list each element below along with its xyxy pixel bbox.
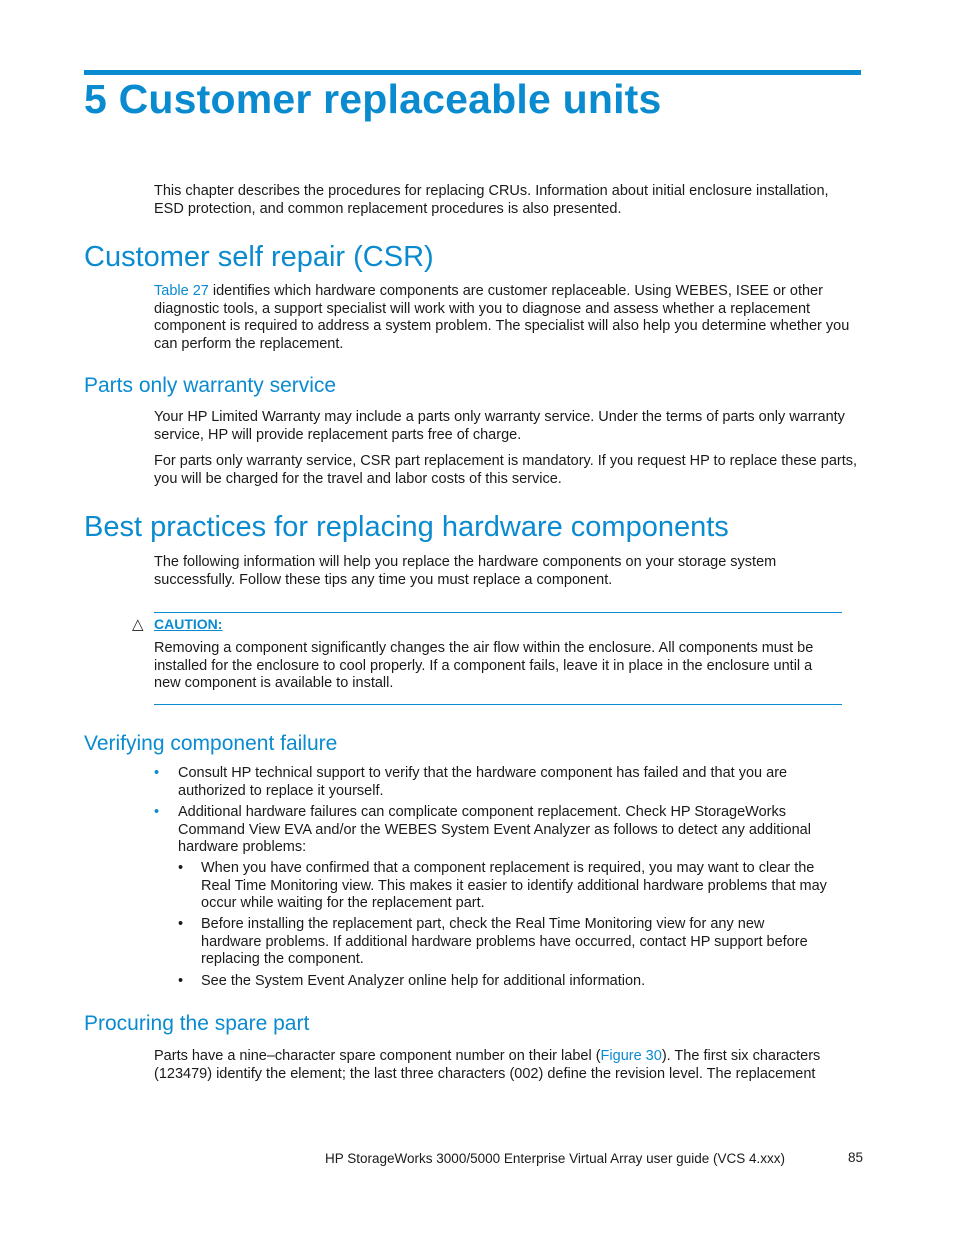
sub-list-item-text: When you have confirmed that a component replacement is required, you may want to clear the Real Time Monitoring view. This makes it easier to identify additional hardware problems that may occur while waiting for the replacement part. [201, 860, 827, 911]
chapter-title: 5 Customer replaceable units [84, 76, 662, 122]
csr-paragraph [154, 283, 859, 353]
sub-list-item-text: Before installing the replacement part, check the Real Time Monitoring view for any new hardware problems. If additional hardware problems have occurred, contact HP support before replacing the component. [201, 916, 808, 967]
caution-top-rule [154, 612, 842, 613]
page-number: 85 [848, 1150, 864, 1165]
bullet-icon: • [178, 860, 184, 876]
intro-paragraph: This chapter describes the procedures for replacing CRUs. Information about initial enclosure installation, ESD protection, and common replacement procedures is also presented. [154, 183, 829, 217]
footer-guide-title: HP StorageWorks 3000/5000 Enterprise Virtual Array user guide (VCS 4.xxx) [325, 1151, 785, 1166]
list-item-text: Consult HP technical support to verify that the hardware component has failed and that you are authorized to replace it yourself. [178, 765, 788, 799]
figure-30-link[interactable]: Figure 30 [600, 1048, 662, 1064]
procuring-text-after: ). The first six characters (123479) identify the element; the last three characters (002) define the revision level. The replacement [154, 1048, 821, 1082]
bullet-icon: • [154, 804, 160, 820]
bullet-icon: • [178, 973, 184, 989]
bullet-icon: • [178, 916, 184, 932]
list-item-text: Additional hardware failures can complicate component replacement. Check HP StorageWorks Command View EVA and/or the WEBES System Event Analyzer as follows to detect any additional hardware problems: [178, 804, 811, 855]
warranty-paragraph-2: For parts only warranty service, CSR part replacement is mandatory. If you request HP to replace these parts, you will be charged for the travel and labor costs of this service. [154, 453, 858, 487]
best-practices-paragraph: The following information will help you replace the hardware components on your storage system successfully. Follow these tips any time you must replace a component. [154, 554, 777, 588]
caution-body: Removing a component significantly changes the air flow within the enclosure. All components must be installed for the enclosure to cool properly. If a component fails, leave it in place in the enclosure until a new component is available to install. [154, 640, 814, 691]
csr-heading: Customer self repair (CSR) [84, 241, 434, 273]
caution-triangle-icon: △ [132, 616, 144, 633]
table-27-link[interactable]: Table 27 [154, 283, 209, 299]
verifying-heading: Verifying component failure [84, 732, 338, 755]
warranty-heading: Parts only warranty service [84, 374, 337, 397]
caution-bottom-rule [154, 704, 842, 705]
best-practices-heading: Best practices for replacing hardware components [84, 511, 729, 543]
chapter-rule [84, 70, 861, 75]
procuring-paragraph [154, 1048, 854, 1083]
warranty-paragraph-1: Your HP Limited Warranty may include a parts only warranty service. Under the terms of parts only warranty service, HP will provide replacement parts free of charge. [154, 409, 845, 443]
procuring-text-before: Parts have a nine–character spare component number on their label ( [154, 1048, 601, 1064]
sub-list-item-text: See the System Event Analyzer online help for additional information. [201, 973, 646, 989]
procuring-heading: Procuring the spare part [84, 1012, 310, 1035]
bullet-icon: • [154, 765, 160, 781]
csr-body: identifies which hardware components are customer replaceable. Using WEBES, ISEE or other diagnostic tools, a support specialist will work with you to diagnose and assess whether a replacement component is required to address a system problem. The specialist will also help you determine whether you can perform the replacement. [154, 283, 850, 352]
caution-label: CAUTION: [154, 616, 223, 632]
